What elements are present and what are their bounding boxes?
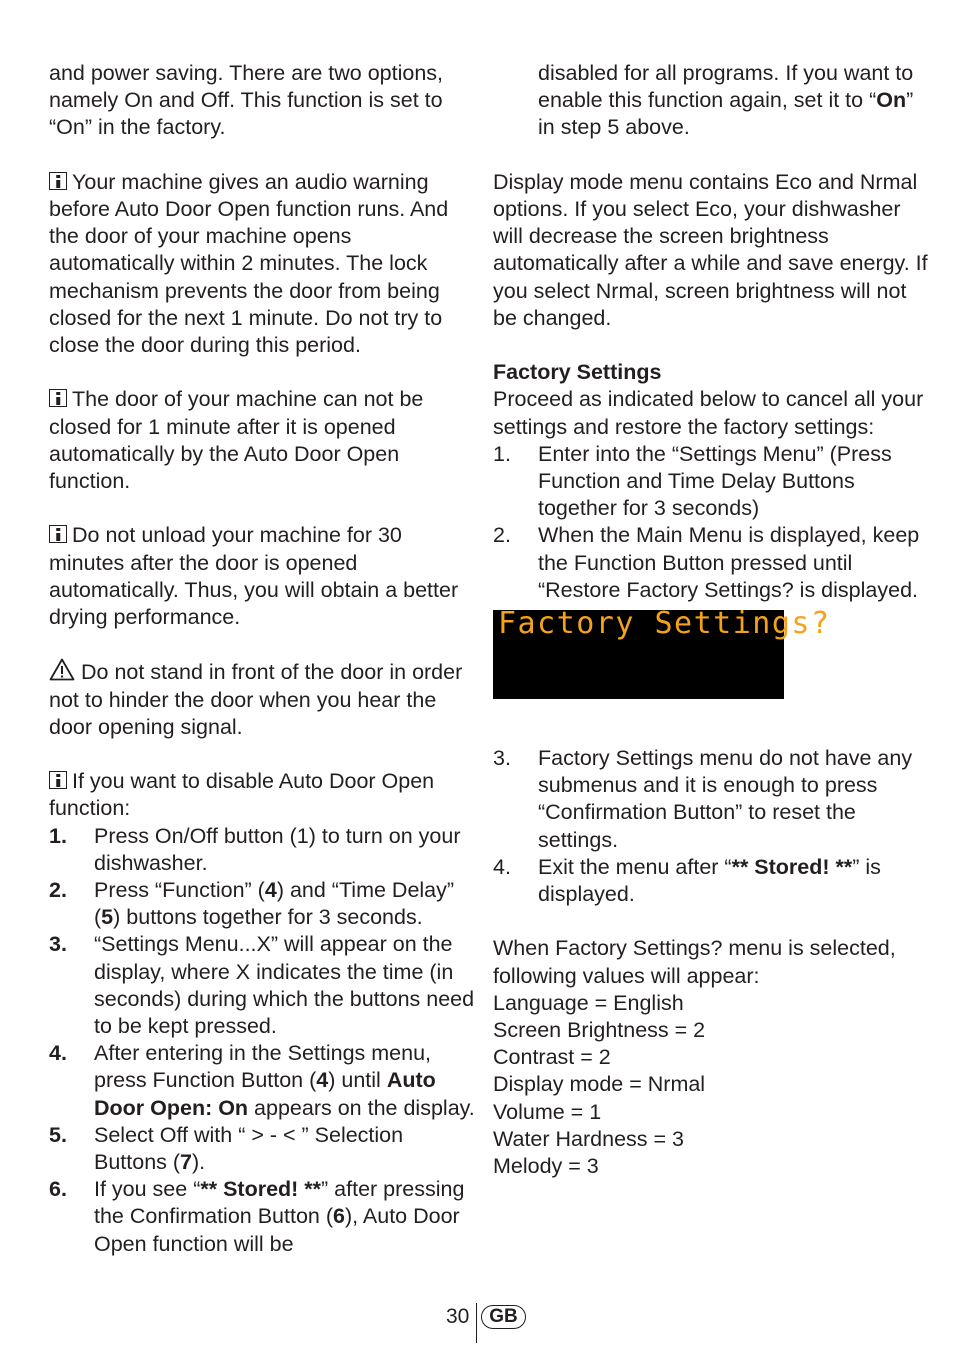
step-text: Select Off with “ > - < ” Selection Buttons ( <box>94 1122 404 1175</box>
step-text: Enter into the “Settings Menu” (Press Function and Time Delay Buttons together for 3 seconds) <box>538 441 892 521</box>
note-text: Do not unload your machine for 30 minutes after the door is opened automatically. Thus, you will obtain a better drying performance. <box>49 523 459 630</box>
step-number: 2. <box>49 878 67 903</box>
step-text: ) and “Time Delay” ( <box>94 878 455 930</box>
list-item <box>493 745 933 854</box>
step-number: 3. <box>493 746 511 771</box>
list-item: Screen Brightness = 2 <box>493 1018 706 1043</box>
step-ref: 4 <box>316 1068 329 1093</box>
step-text: ” after pressing the Confirmation Button ( <box>94 1177 465 1229</box>
list-item <box>493 441 933 523</box>
step-text: ) buttons together for 3 seconds. <box>113 905 423 930</box>
list-item <box>493 60 933 142</box>
disable-steps-list <box>49 823 479 1258</box>
factory-steps-list-b <box>493 745 933 908</box>
step-ref: 5 <box>101 905 114 930</box>
note-audio-warning <box>49 169 479 359</box>
step-ref: On <box>876 88 907 113</box>
language-badge: GB <box>481 1305 526 1329</box>
step-number: 4. <box>49 1041 67 1066</box>
list-item <box>49 1040 479 1122</box>
step-ref: Auto Door Open: On <box>94 1068 436 1120</box>
note-text: The door of your machine can not be closed for 1 minute after it is opened automatically by the Auto Door Open function. <box>49 387 424 494</box>
note-text: Your machine gives an audio warning before Auto Door Open function runs. And the door of your machine opens automatically within 2 minutes. The lock mechanism prevents the door from being closed for the next 1 minute. Do not try to close the door during this period. <box>49 169 449 358</box>
step-ref: 7 <box>180 1150 193 1175</box>
lcd-display-text: Factory Settings? <box>498 606 831 642</box>
step-number: 4. <box>493 854 511 879</box>
paragraph-factory-intro: Proceed as indicated below to cancel all your settings and restore the factory settings: <box>493 387 924 439</box>
list-item <box>49 1176 479 1258</box>
page-footer <box>446 1303 566 1343</box>
step-number: 3. <box>49 932 67 957</box>
warning-icon <box>49 658 75 681</box>
list-item <box>49 877 479 931</box>
step-text: If you see “ <box>94 1177 201 1202</box>
info-icon <box>49 389 67 407</box>
info-icon <box>49 525 67 543</box>
paragraph-power-saving: and power saving. There are two options, namely On and Off. This function is set to “On” in the factory. <box>49 61 444 140</box>
list-item <box>49 823 479 877</box>
factory-values-list <box>493 990 933 1180</box>
left-column <box>49 60 479 1285</box>
step-text: ). <box>192 1150 206 1175</box>
step-number: 1. <box>49 823 67 848</box>
step-ref: 4 <box>264 878 277 903</box>
step-number: 2. <box>493 523 511 548</box>
list-item: Melody = 3 <box>493 1154 599 1179</box>
paragraph-display-mode: Display mode menu contains Eco and Nrmal options. If you select Eco, your dishwasher will decrease the screen brightness automatically after a while and save energy. If you select Nrmal, screen brightness will not be changed. <box>493 169 928 330</box>
paragraph-values-intro: When Factory Settings? menu is selected, following values will appear: <box>493 936 896 988</box>
note-door-closed <box>49 386 479 495</box>
note-text: If you want to disable Auto Door Open function: <box>49 769 435 821</box>
step-number: 5. <box>49 1122 67 1147</box>
step-text: appears on the display. <box>248 1095 475 1120</box>
list-item: Water Hardness = 3 <box>493 1126 684 1151</box>
step-text: ” is displayed. <box>538 854 881 907</box>
footer-divider <box>476 1303 477 1343</box>
section-heading-factory-settings: Factory Settings <box>493 360 662 385</box>
step-text: Press On/Off button (1) to turn on your dishwasher. <box>94 823 461 875</box>
step-ref: 6 <box>333 1204 345 1229</box>
step-text: ” in step 5 above. <box>538 88 914 140</box>
list-item <box>49 931 479 1040</box>
step-text: ), Auto Door Open function will be <box>94 1204 460 1256</box>
info-icon <box>49 172 67 190</box>
warning-text: Do not stand in front of the door in order not to hinder the door when you hear the door opening signal. <box>49 660 463 739</box>
page-number: 30 <box>446 1305 470 1328</box>
list-item: Contrast = 2 <box>493 1045 611 1070</box>
step-text: “Settings Menu...X” will appear on the display, where X indicates the time (in seconds) during which the buttons need to be kept pressed. <box>94 932 475 1039</box>
list-item <box>493 854 933 908</box>
step-text: When the Main Menu is displayed, keep the Function Button pressed until “Restore Factory Settings? is displayed. <box>538 523 920 602</box>
list-item <box>49 1122 479 1176</box>
step-text: ) until <box>328 1068 387 1093</box>
step-text: disabled for all programs. If you want to enable this function again, set it to “ <box>538 61 914 113</box>
info-icon <box>49 771 67 789</box>
factory-steps-list-a <box>493 441 933 604</box>
disable-steps-continued <box>493 60 933 142</box>
list-item: Language = English <box>493 990 684 1015</box>
step-number: 1. <box>493 441 511 466</box>
warning-door <box>49 658 479 741</box>
note-disable-intro <box>49 768 479 822</box>
list-item: Volume = 1 <box>493 1099 602 1124</box>
step-text: Factory Settings menu do not have any submenus and it is enough to press “Confirmation Button” to reset the settings. <box>538 746 913 852</box>
step-ref: ** Stored! ** <box>731 854 853 879</box>
note-unload <box>49 522 479 631</box>
step-ref: ** Stored! ** <box>200 1177 322 1202</box>
lcd-display-image <box>493 606 831 699</box>
right-column <box>493 60 933 1180</box>
list-item: Display mode = Nrmal <box>493 1072 706 1097</box>
step-number: 6. <box>49 1177 67 1202</box>
step-text: After entering in the Settings menu, press Function Button ( <box>94 1041 432 1093</box>
step-text: Press “Function” ( <box>94 878 265 903</box>
list-item <box>493 522 933 604</box>
step-text: Exit the menu after “ <box>538 854 732 879</box>
